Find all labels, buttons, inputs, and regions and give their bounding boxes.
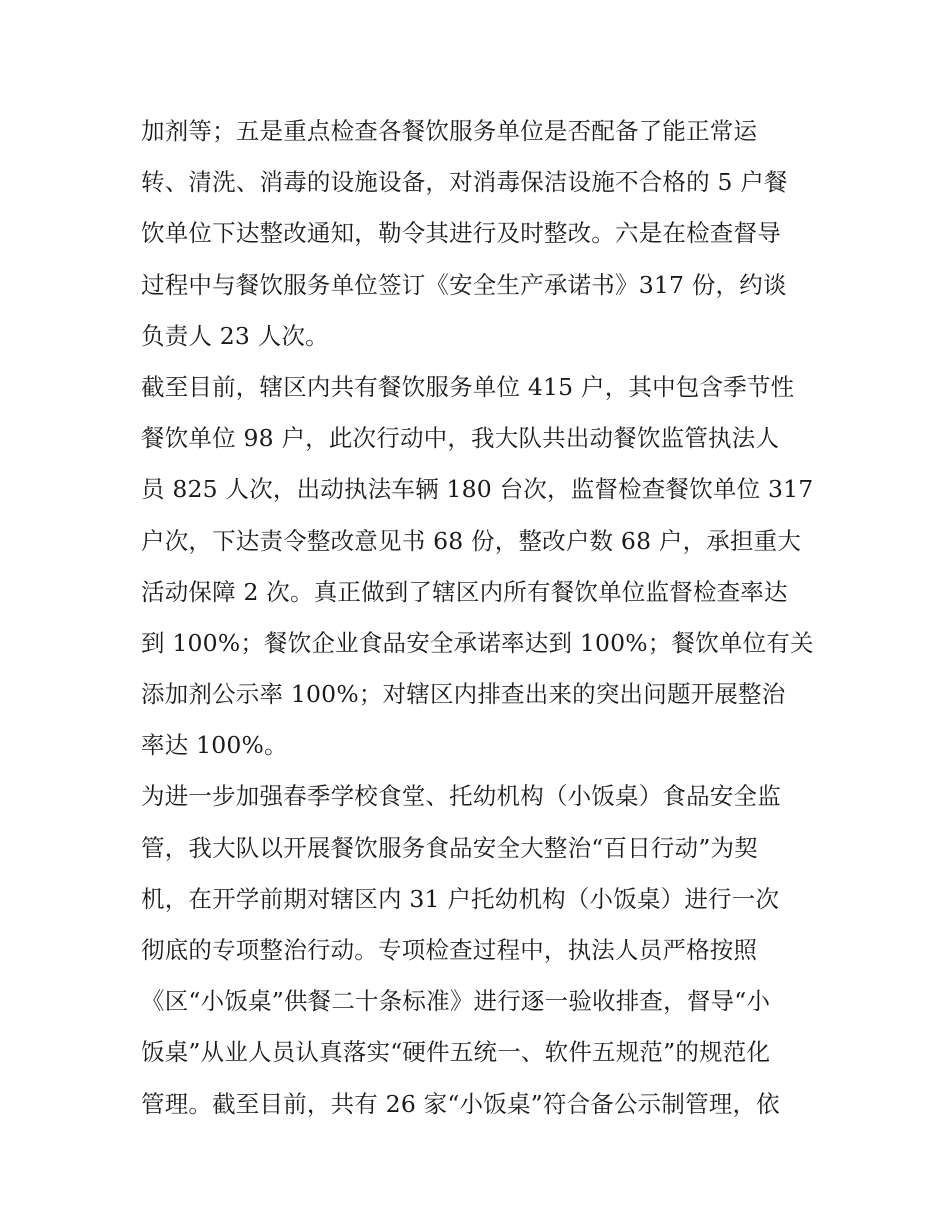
text-line: 到 100%；餐饮企业食品安全承诺率达到 100%；餐饮单位有关 [141, 628, 814, 657]
text-line: 彻底的专项整治行动。专项检查过程中，执法人员严格按照 [141, 936, 758, 964]
text-line: 添加剂公示率 100%；对辖区内排查出来的突出问题开展整治 [141, 680, 786, 709]
document-body [141, 106, 821, 1130]
text-line: 转、清洗、消毒的设施设备，对消毒保洁设施不合格的 5 户餐 [141, 168, 788, 197]
text-line: 饮单位下达整改通知，勒令其进行及时整改。六是在检查督导 [141, 219, 781, 248]
text-line: 管，我大队以开展餐饮服务食品安全大整治“百日行动”为契 [141, 833, 758, 862]
text-line: 活动保障 2 次。真正做到了辖区内所有餐饮单位监督检查率达 [141, 577, 788, 606]
text-line: 管理。截至目前，共有 26 家“小饭桌”符合备公示制管理，依 [141, 1089, 780, 1118]
text-line: 员 825 人次，出动执法车辆 180 台次，监督检查餐饮单位 317 [141, 475, 814, 504]
text-line: 饭桌”从业人员认真落实“硬件五统一、软件五规范”的规范化 [141, 1038, 771, 1067]
text-line: 负责人 23 人次。 [141, 321, 329, 350]
text-line: 户次，下达责令整改意见书 68 份，整改户数 68 户，承担重大 [141, 526, 802, 555]
text-line: 机，在开学前期对辖区内 31 户托幼机构（小饭桌）进行一次 [141, 884, 780, 913]
text-line: 为进一步加强春季学校食堂、托幼机构（小饭桌）食品安全监 [141, 782, 781, 811]
text-line: 过程中与餐饮服务单位签订《安全生产承诺书》317 份，约谈 [141, 270, 787, 299]
text-line: 加剂等；五是重点检查各餐饮服务单位是否配备了能正常运 [141, 117, 758, 145]
text-line: 餐饮单位 98 户，此次行动中，我大队共出动餐饮监管执法人 [141, 424, 780, 453]
text-line: 截至目前，辖区内共有餐饮服务单位 415 户，其中包含季节性 [141, 372, 795, 401]
text-line: 《区“小饭桌”供餐二十条标准》进行逐一验收排查，督导“小 [141, 987, 771, 1016]
text-line: 率达 100%。 [141, 731, 288, 760]
